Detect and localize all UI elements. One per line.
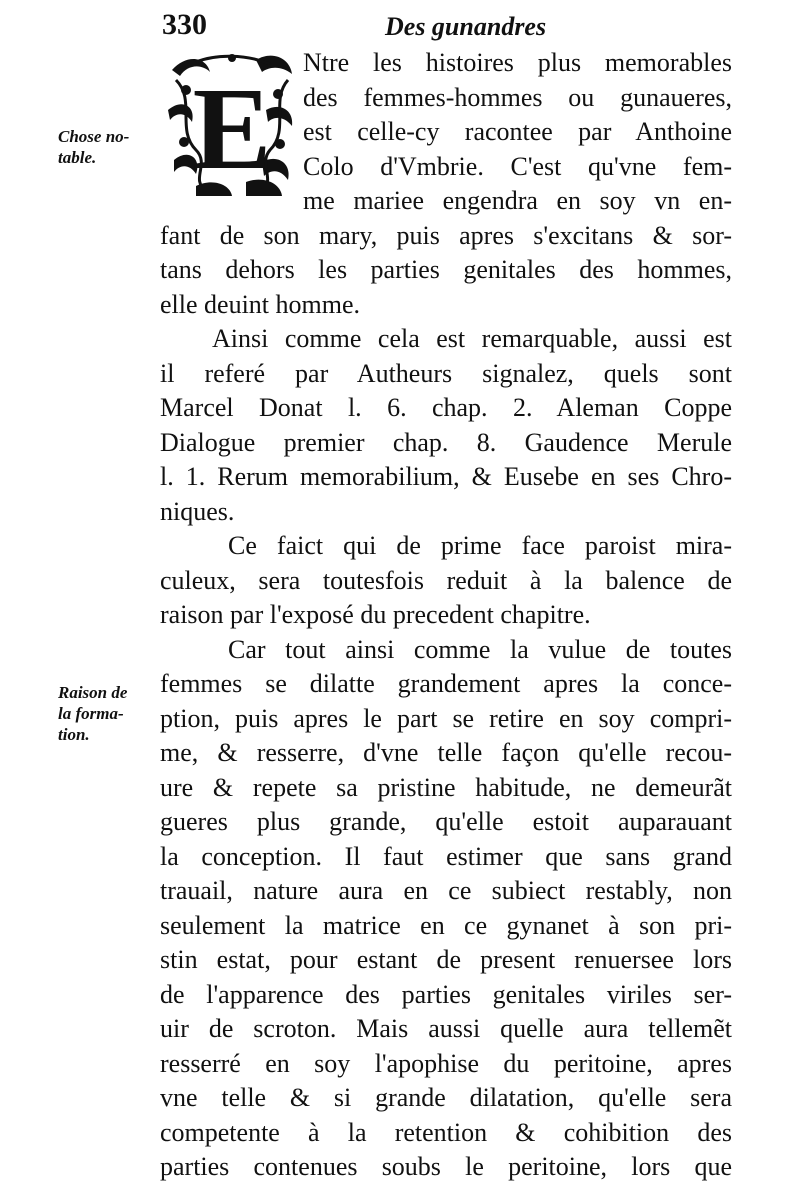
- text-line: fant de son mary, puis apres s'excitans & sor-: [160, 220, 732, 250]
- text-line: tans dehors les parties genitales des hommes,: [160, 255, 732, 284]
- text-line: Ce faict qui de prime face paroist mira-: [228, 531, 732, 560]
- text-line: ure & repete sa pristine habitude, ne demeurãt: [160, 772, 732, 802]
- text-line: l. 1. Rerum memorabilium, & Eusebe en ses Chro-: [160, 462, 732, 491]
- text-line: il referé par Autheurs signalez, quels sont: [160, 358, 732, 388]
- text-line: Car tout ainsi comme la vulue de toutes: [228, 634, 732, 664]
- text-line: vne telle & si grande dilatation, qu'elle sera: [160, 1083, 732, 1112]
- running-head: Des gunandres: [385, 12, 547, 41]
- text-line: Colo d'Vmbrie. C'est qu'vne fem-: [303, 151, 732, 181]
- text-line: me, & resserre, d'vne telle façon qu'elle recou-: [160, 738, 732, 767]
- margin-note-chose-notable: [58, 126, 156, 168]
- text-line: niques.: [160, 496, 235, 526]
- margin-note-line: tion.: [58, 725, 90, 744]
- text-line: elle deuint homme.: [160, 289, 361, 319]
- text-line: Ntre les histoires plus memorables: [303, 48, 732, 77]
- text-line: de l'apparence des parties genitales viriles ser-: [160, 979, 732, 1009]
- text-line: femmes se dilatte grandement apres la conce-: [160, 669, 732, 698]
- text-line: gueres plus grande, qu'elle estoit auparauant: [160, 807, 732, 836]
- margin-note-line: table.: [58, 148, 97, 167]
- text-line: Ainsi comme cela est remarquable, aussi est: [212, 324, 732, 353]
- text-line: culeux, sera toutesfois reduit à la balence de: [160, 565, 732, 595]
- page-number: 330: [162, 8, 207, 41]
- text-line: ption, puis apres le part se retire en soy compri-: [160, 703, 732, 733]
- text-line: parties contenues soubs le peritoine, lors que: [160, 1152, 732, 1181]
- text-line: resserré en soy l'apophise du peritoine, apres: [160, 1048, 732, 1078]
- text-line: competente à la retention & cohibition des: [160, 1117, 732, 1147]
- margin-note-raison-formation: [58, 682, 156, 745]
- margin-note-line: la forma-: [58, 704, 124, 723]
- text-line: est celle-cy racontee par Anthoine: [303, 117, 732, 146]
- text-line: trauail, nature aura en ce subiect restably, non: [160, 876, 732, 905]
- text-line: seulement la matrice en ce gynanet à son pri-: [160, 910, 732, 940]
- drop-cap-letter: E: [192, 63, 272, 194]
- text-line: me mariee engendra en soy vn en-: [303, 186, 732, 215]
- main-text: [160, 46, 732, 1185]
- text-line: stin estat, pour estant de present renuersee lors: [160, 945, 732, 974]
- text-line: Marcel Donat l. 6. chap. 2. Aleman Coppe: [160, 393, 732, 422]
- text-line: la conception. Il faut estimer que sans grand: [160, 841, 732, 871]
- margin-note-line: Raison de: [58, 683, 128, 702]
- margin-note-line: Chose no-: [58, 127, 130, 146]
- text-line: Dialogue premier chap. 8. Gaudence Merule: [160, 427, 732, 457]
- text-line: des femmes-hommes ou gunaueres,: [303, 82, 732, 112]
- text-line: raison par l'exposé du precedent chapitre.: [160, 600, 591, 629]
- text-line: uir de scroton. Mais aussi quelle aura tellemẽt: [160, 1014, 732, 1043]
